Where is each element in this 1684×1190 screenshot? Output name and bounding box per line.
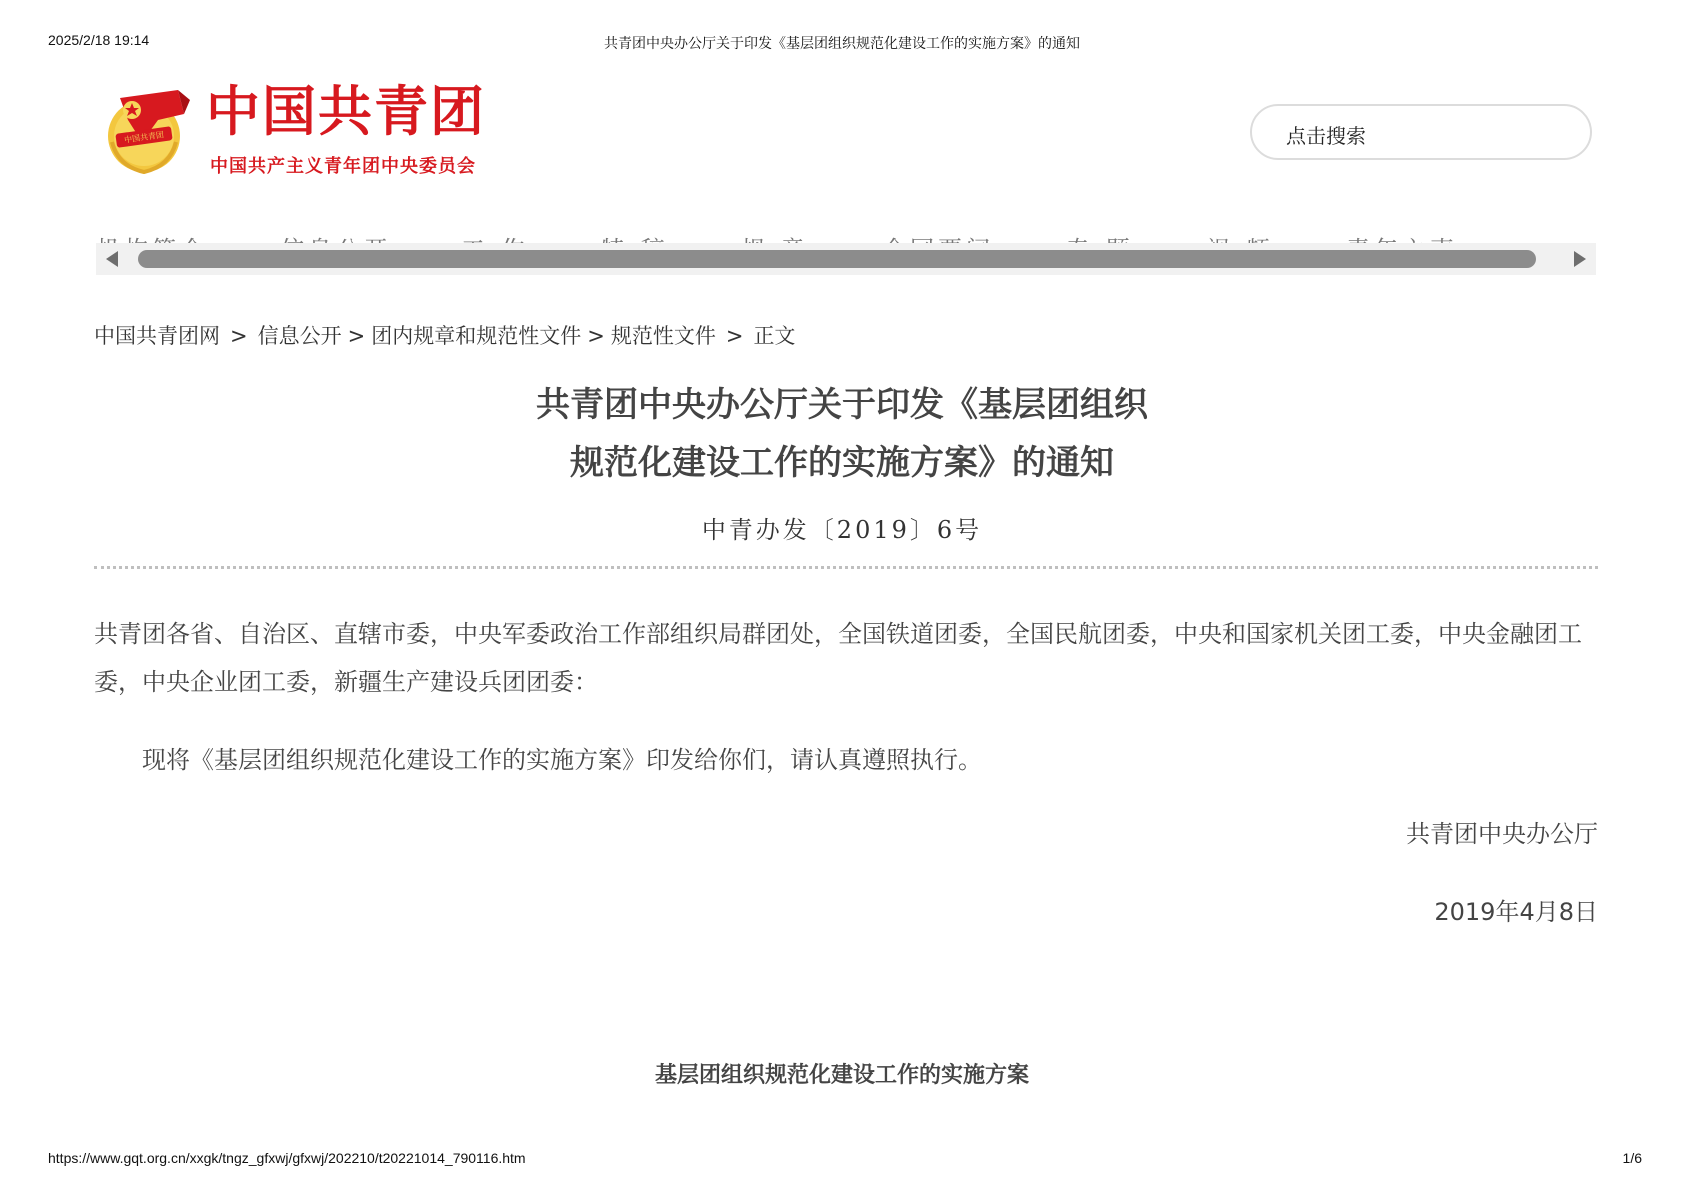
- breadcrumb-normative[interactable]: 规范性文件: [610, 324, 716, 348]
- search-placeholder: 点击搜索: [1286, 124, 1366, 148]
- article-title: [0, 376, 1684, 492]
- breadcrumb: [94, 320, 795, 350]
- attachment-title: 基层团组织规范化建设工作的实施方案: [654, 1063, 1029, 1088]
- article-date: 2019年4月8日: [1434, 898, 1598, 926]
- breadcrumb-separator: >: [347, 324, 366, 348]
- print-page-number: 1/6: [1622, 1150, 1642, 1166]
- breadcrumb-info[interactable]: 信息公开: [257, 324, 342, 348]
- article-addressee: 共青团各省、自治区、直辖市委，中央军委政治工作部组织局群团处，全国铁道团委，全国民航团委，中央和国家机关团工委，中央金融团工委，中央企业团工委，新疆生产建设兵团团委：: [94, 620, 1582, 696]
- main-nav: [96, 226, 1596, 242]
- site-logo-title[interactable]: 中国共青团: [206, 79, 486, 143]
- search-input[interactable]: [1250, 104, 1592, 160]
- print-url: https://www.gqt.org.cn/xxgk/tngz_gfxwj/gfxwj/202210/t20221014_790116.htm: [48, 1150, 526, 1166]
- scrollbar-thumb[interactable]: [138, 250, 1536, 268]
- site-logo-subtitle: 中国共产主义青年团中央委员会: [210, 156, 476, 177]
- scroll-right-arrow-icon[interactable]: [1574, 251, 1586, 267]
- article-content: 现将《基层团组织规范化建设工作的实施方案》印发给你们，请认真遵照执行。: [142, 746, 982, 774]
- breadcrumb-current: 正文: [753, 324, 796, 348]
- youth-league-emblem-icon[interactable]: [98, 80, 194, 176]
- breadcrumb-separator: >: [230, 324, 248, 348]
- breadcrumb-rules[interactable]: 团内规章和规范性文件: [371, 324, 582, 348]
- print-page-title: 共青团中央办公厅关于印发《基层团组织规范化建设工作的实施方案》的通知: [604, 36, 1080, 52]
- breadcrumb-separator: >: [587, 324, 605, 348]
- document-number: 中青办发〔2019〕6号: [701, 516, 983, 544]
- breadcrumb-separator: >: [725, 324, 744, 348]
- article-title-line1: 共青团中央办公厅关于印发《基层团组织: [536, 385, 1148, 425]
- breadcrumb-home[interactable]: 中国共青团网: [94, 324, 220, 348]
- article-title-line2: 规范化建设工作的实施方案》的通知: [570, 443, 1114, 483]
- article-signer: 共青团中央办公厅: [1406, 820, 1598, 848]
- print-datetime: 2025/2/18 19:14: [48, 32, 150, 48]
- nav-horizontal-scrollbar[interactable]: [96, 243, 1596, 275]
- divider: [94, 566, 1598, 569]
- scroll-left-arrow-icon[interactable]: [106, 251, 118, 267]
- emblem-ribbon-text: 中国共青团: [123, 130, 165, 145]
